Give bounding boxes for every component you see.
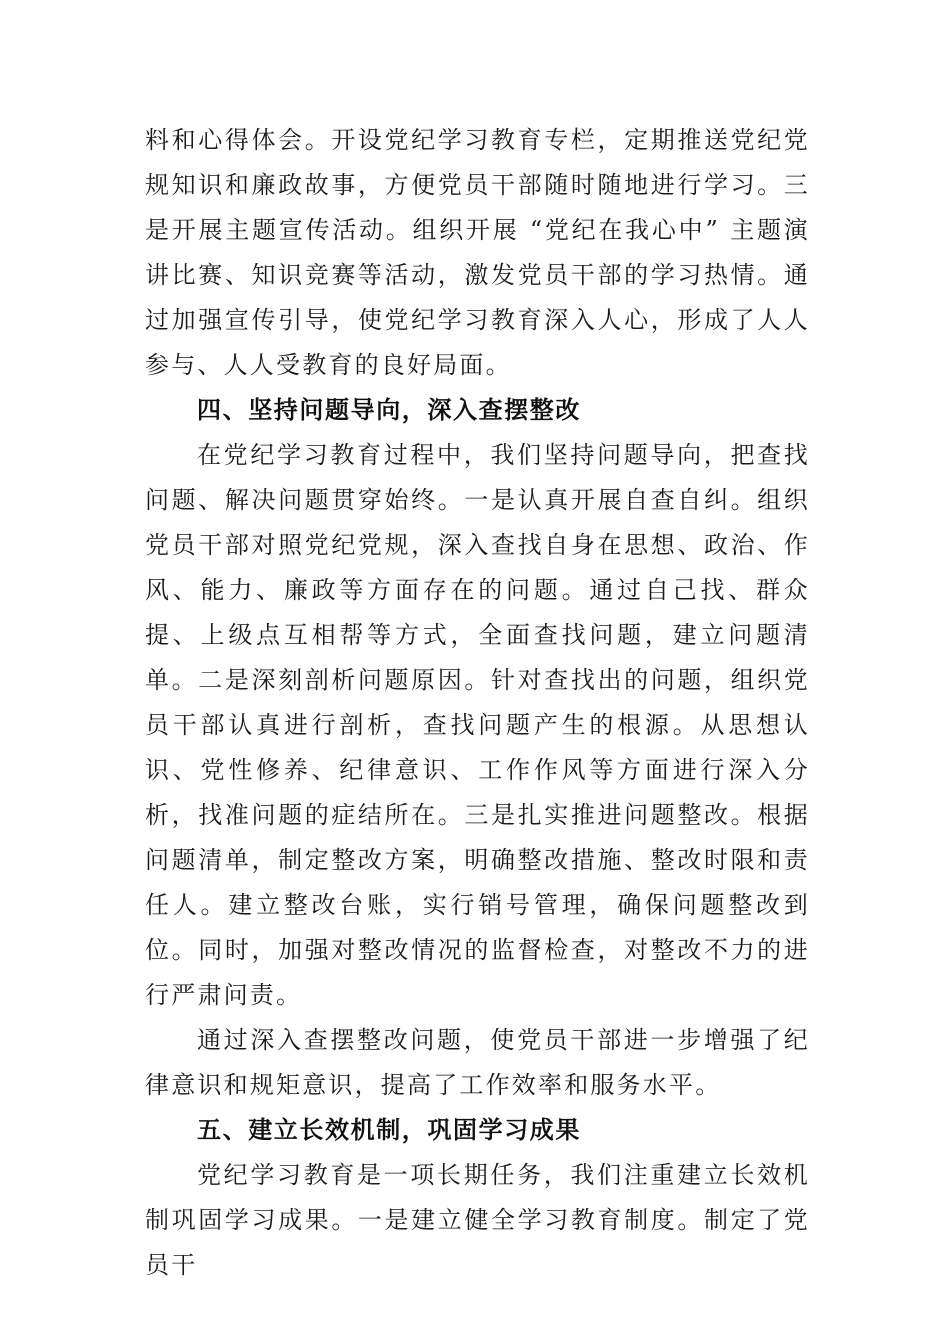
paragraph-problem-rectification: 在党纪学习教育过程中，我们坚持问题导向，把查找问题、解决问题贯穿始终。一是认真开展自查自纠。组织党员干部对照党纪党规，深入查找自身在思想、政治、作风、能力、廉政等方面存在的问题。通过自己找、群众提、上级点互相帮等方式，全面查找问题，建立问题清单。二是深刻剖析问题原因。针对查找出的问题，组织党员干部认真进行剖析，查找问题产生的根源。从思想认识、党性修养、纪律意识、工作作风等方面进行深入分析，找准问题的症结所在。三是扎实推进问题整改。根据问题清单，制定整改方案，明确整改措施、整改时限和责任人。建立整改台账，实行销号管理，确保问题整改到位。同时，加强对整改情况的监督检查，对整改不力的进行严肃问责。 [145,441,810,1009]
paragraph-long-term-mechanism: 党纪学习教育是一项长期任务，我们注重建立长效机制巩固学习成果。一是建立健全学习教育制度。制定了党员干 [145,1161,810,1279]
paragraph-rectification-result: 通过深入查摆整改问题，使党员干部进一步增强了纪律意识和规矩意识，提高了工作效率和服务水平。 [145,1026,810,1099]
section-heading-five: 五、建立长效机制，巩固学习成果 [197,1116,581,1144]
section-heading-four: 四、坚持问题导向，深入查摆整改 [197,396,581,424]
paragraph-publicity-activities: 料和心得体会。开设党纪学习教育专栏，定期推送党纪党规知识和廉政故事，方便党员干部随时随地进行学习。三是开展主题宣传活动。组织开展 “党纪在我心中” 主题演讲比赛、知识竞赛等活动，激发党员干部的学习热情。通过加强宣传引导，使党纪学习教育深入人心，形成了人人参与、人人受教育的良好局面。 [145,126,810,379]
document-body [145,118,810,1288]
